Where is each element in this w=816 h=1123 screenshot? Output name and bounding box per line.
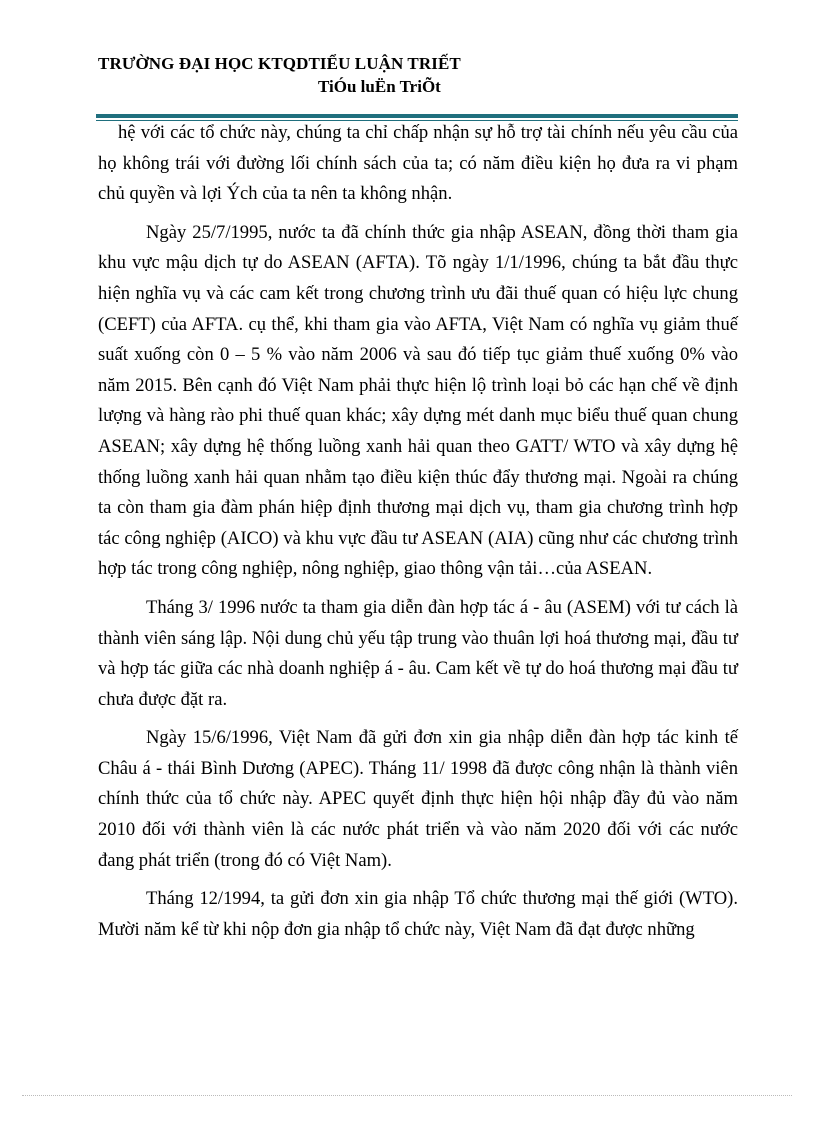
paragraph-asem: Tháng 3/ 1996 nước ta tham gia diễn đàn hợp tác á - âu (ASEM) với tư cách là thành viên sáng lập. Nội dung chủ yếu tập trung vào thuân lợi hoá thương mại, đầu tư và hợp tác giữa các nhà doanh nghiệp á - âu. Cam kết về tự do hoá thương mại đầu tư chưa được đặt ra. bbox=[98, 596, 738, 710]
paragraph-wto: Tháng 12/1994, ta gửi đơn xin gia nhập Tổ chức thương mại thế giới (WTO). Mười năm kể từ khi nộp đơn gia nhập tổ chức này, Việt Nam đã đạt được những bbox=[98, 888, 738, 940]
paragraph-apec: Ngày 15/6/1996, Việt Nam đã gửi đơn xin gia nhập diễn đàn hợp tác kinh tế Châu á - thái Bình Dương (APEC). Tháng 11/ 1998 đã được công nhận là thành viên chính thức của tổ chức này. APEC quyết định thực hiện hội nhập đầy đủ vào năm 2010 đối với thành viên là các nước phát triển và vào năm 2020 đối với các nước đang phát triển (trong đó có Việt Nam). bbox=[98, 727, 738, 871]
document-header-subtitle: TiÓu luËn TriÕt bbox=[318, 77, 441, 96]
page-bottom-divider bbox=[22, 1095, 792, 1096]
paragraph-continued: hệ với các tổ chức này, chúng ta chỉ chấp nhận sự hỗ trợ tài chính nếu yêu cầu của họ không trái với đường lối chính sách của ta; có năm điều kiện họ đưa ra vi phạm chủ quyền và lợi Ých của ta nên ta không nhận. bbox=[98, 122, 738, 205]
document-body bbox=[98, 118, 738, 953]
paragraph-asean: Ngày 25/7/1995, nước ta đã chính thức gia nhập ASEAN, đồng thời tham gia khu vực mậu dịch tự do ASEAN (AFTA). Tõ ngày 1/1/1996, chúng ta bắt đầu thực hiện nghĩa vụ và các cam kết trong chương trình ưu đãi thuế quan có hiệu lực chung (CEFT) của AFTA. cụ thể, khi tham gia vào AFTA, Việt Nam có nghĩa vụ giảm thuế suất xuống còn 0 – 5 % vào năm 2006 và sau đó tiếp tục giảm thuế xuống 0% vào năm 2015. Bên cạnh đó Việt Nam phải thực hiện lộ trình loại bỏ các hạn chế về định lượng và hàng rào phi thuế quan khác; xây dựng mét danh mục biểu thuế quan chung ASEAN; xây dựng hệ thống luồng xanh hải quan theo GATT/ WTO và xây dựng hệ thống luồng xanh hải quan nhằm tạo điều kiện thúc đẩy thương mại. Ngoài ra chúng ta còn tham gia đàm phán hiệp định thương mại dịch vụ, tham gia chương trình hợp tác công nghiệp (AICO) và khu vực đầu tư ASEAN (AIA) cũng như các chương trình hợp tác trong công nghiệp, nông nghiệp, giao thông vận tải…của ASEAN. bbox=[98, 221, 738, 580]
document-header-title: TRƯỜNG ĐẠI HỌC KTQDTIỂU LUẬN TRIẾT bbox=[98, 54, 461, 73]
